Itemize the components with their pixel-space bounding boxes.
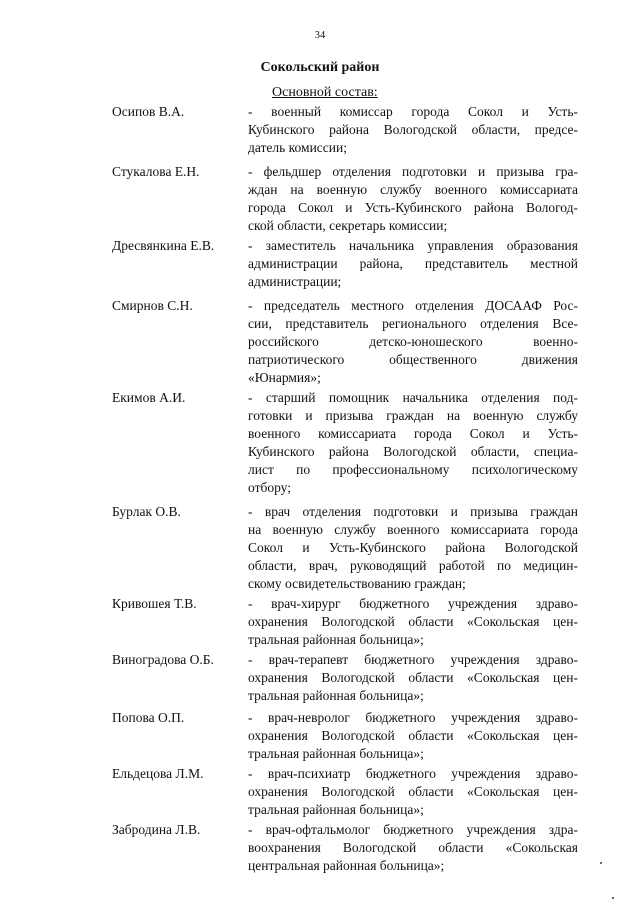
- member-role: [248, 651, 578, 705]
- member-row: [112, 237, 582, 291]
- member-role: [248, 595, 578, 649]
- member-row: [112, 709, 582, 763]
- member-list: [112, 103, 582, 875]
- member-role-line: - врач-офтальмолог бюджетного учреждения здра-: [248, 822, 578, 837]
- member-role: [248, 297, 578, 387]
- member-name: Виноградова О.Б.: [112, 652, 214, 667]
- member-role: [248, 503, 578, 593]
- member-role-line: военного комиссариата города Сокол и Усть-: [248, 426, 578, 441]
- member-role: [248, 389, 578, 497]
- member-role-line: тральная районная больница»;: [248, 746, 424, 761]
- member-role-line: города Сокол и Усть-Кубинского района Вологод-: [248, 200, 578, 215]
- member-role: [248, 163, 578, 235]
- member-role-line: администрации;: [248, 274, 342, 289]
- member-role-line: лист по профессиональному психологическому: [248, 462, 578, 477]
- member-role-line: тральная районная больница»;: [248, 688, 424, 703]
- member-role-line: тральная районная больница»;: [248, 632, 424, 647]
- member-name: Ельдецова Л.М.: [112, 766, 204, 781]
- member-role-line: - врач-психиатр бюджетного учреждения здраво-: [248, 766, 578, 781]
- member-name: Осипов В.А.: [112, 104, 185, 119]
- member-role: [248, 103, 578, 157]
- member-row: [112, 103, 582, 157]
- member-role-line: на военную службу военного комиссариата города: [248, 522, 578, 537]
- member-row: [112, 389, 582, 497]
- member-role-line: области, врач, руководящий работой по медицин-: [248, 558, 578, 573]
- member-role-line: - врач-невролог бюджетного учреждения здраво-: [248, 710, 578, 725]
- member-role-line: российского детско-юношеского военно-: [248, 334, 578, 349]
- member-role-line: - фельдшер отделения подготовки и призыва гра-: [248, 164, 578, 179]
- page-title: Сокольский район: [260, 60, 380, 75]
- member-role-line: готовки и призыва граждан на военную службу: [248, 408, 578, 423]
- member-row: [112, 765, 582, 819]
- member-role-line: - врач-хирург бюджетного учреждения здраво-: [248, 596, 578, 611]
- member-role-line: - врач-терапевт бюджетного учреждения здраво-: [248, 652, 578, 667]
- member-role-line: воохранения Вологодской области «Сокольская: [248, 840, 578, 855]
- member-role-line: скому освидетельствованию граждан;: [248, 576, 466, 591]
- member-role: [248, 237, 578, 291]
- member-row: [112, 651, 582, 705]
- member-name: Забродина Л.В.: [112, 822, 201, 837]
- page-number: 34: [314, 30, 326, 41]
- member-name: Стукалова Е.Н.: [112, 164, 200, 179]
- member-name: Екимов А.И.: [112, 390, 186, 405]
- member-role-line: «Юнармия»;: [248, 370, 321, 385]
- member-role-line: охранения Вологодской области «Сокольская цен-: [248, 614, 578, 629]
- member-row: [112, 595, 582, 649]
- member-role-line: - заместитель начальника управления образования: [248, 238, 578, 253]
- member-role-line: сии, представитель регионального отделения Все-: [248, 316, 578, 331]
- member-name: Бурлак О.В.: [112, 504, 181, 519]
- member-role: [248, 765, 578, 819]
- member-role-line: Кубинского района Вологодской области, предсе-: [248, 122, 578, 137]
- member-role-line: тральная районная больница»;: [248, 802, 424, 817]
- member-role: [248, 821, 578, 875]
- member-role-line: - врач отделения подготовки и призыва граждан: [248, 504, 578, 519]
- member-role-line: - председатель местного отделения ДОСААФ Рос-: [248, 298, 578, 313]
- member-role-line: охранения Вологодской области «Сокольская цен-: [248, 784, 578, 799]
- scan-mark: [612, 897, 614, 899]
- member-role-line: Сокол и Усть-Кубинского района Вологодской: [248, 540, 578, 555]
- member-name: Дресвянкина Е.В.: [112, 238, 215, 253]
- page-subtitle: Основной состав:: [272, 85, 378, 100]
- member-name: Попова О.П.: [112, 710, 185, 725]
- member-row: [112, 163, 582, 235]
- member-role-line: охранения Вологодской области «Сокольская цен-: [248, 728, 578, 743]
- member-role-line: Кубинского района Вологодской области, специа-: [248, 444, 578, 459]
- member-role-line: охранения Вологодской области «Сокольская цен-: [248, 670, 578, 685]
- member-role-line: - военный комиссар города Сокол и Усть-: [248, 104, 578, 119]
- member-role-line: ждан на военную службу военного комиссариата: [248, 182, 578, 197]
- member-row: [112, 503, 582, 593]
- member-row: [112, 297, 582, 387]
- member-role-line: отбору;: [248, 480, 291, 495]
- member-row: [112, 821, 582, 875]
- member-role: [248, 709, 578, 763]
- member-role-line: - старший помощник начальника отделения под-: [248, 390, 578, 405]
- member-role-line: патриотического общественного движения: [248, 352, 578, 367]
- member-role-line: датель комиссии;: [248, 140, 347, 155]
- member-name: Кривошея Т.В.: [112, 596, 197, 611]
- member-role-line: центральная районная больница»;: [248, 858, 445, 873]
- member-role-line: ской области, секретарь комиссии;: [248, 218, 448, 233]
- member-name: Смирнов С.Н.: [112, 298, 193, 313]
- member-role-line: администрации района, представитель местной: [248, 256, 578, 271]
- scan-mark: [600, 862, 602, 864]
